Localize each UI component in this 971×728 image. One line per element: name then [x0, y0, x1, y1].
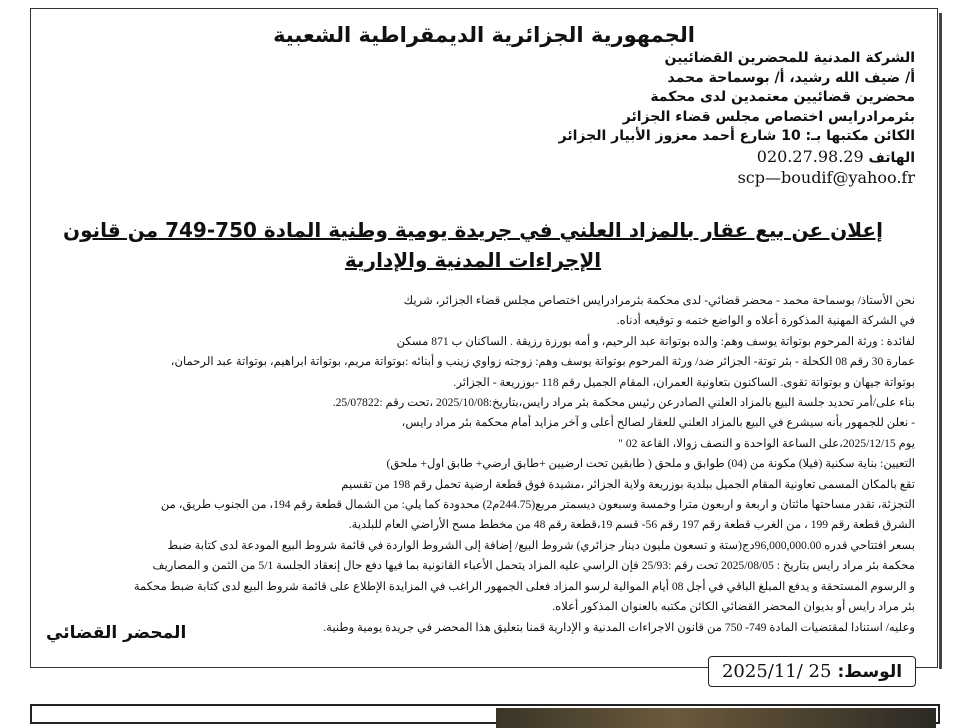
body-line: - نعلن للجمهور بأنه سيشرع في البيع بالمزاد العلني للعقار لصالح أعلى و آخر مزايد أمام محكمة بئر مراد رايس،: [401, 416, 915, 430]
body-line: عمارة 30 رقم 08 الكحلة - بئر توتة- الجزائر ضد/ ورثة المرحوم بوتواتة يوسف وهم: زوجته زواوي زينب و أبنائه :بوتواتة مريم، بوتواتة ابراهيم، بوتواتة عبد الرحمان،: [170, 355, 915, 369]
body-line: وعليه/ استنادا لمقتضيات المادة 749- 750 من قانون الاجراءات المدنية و الإدارية قمنا بتعليق هذا المحضر في جريدة يومية وطنية.: [323, 620, 915, 634]
phone-number: 020.27.98.29: [756, 146, 864, 166]
body-line: يوم 2025/12/15،على الساعة الواحدة و النصف زوالا، القاعة 02 ": [618, 436, 915, 450]
email: scp—boudif@yahoo.fr: [737, 168, 915, 187]
body-line: بئر مراد رايس أو بديوان المحضر القضائي الكائن مكتبه بالعنوان المذكور أعلاه.: [552, 600, 915, 614]
header-line: بئرمرادرايس اختصاص مجلس قضاء الجزائر: [622, 108, 915, 125]
body-line: بسعر افتتاحي قدره 96,000,000.00دج(ستة و تسعون مليون دينار جزائري) شروط البيع/ إضافة إلى الشروط الواردة في قائمة شروط البيع المودعة لدى كتابة ضبط: [167, 538, 915, 552]
body-line: في الشركة المهنية المذكورة أعلاه و الواضع ختمه و توقيعه أدناه.: [616, 314, 915, 328]
notice-body: [59, 291, 915, 638]
photo-image: [496, 708, 936, 728]
body-line: الشرق قطعة رقم 199 ، من الغرب قطعة رقم 197 رقم 56- قسم 19،قطعة رقم 48 من مخطط مسح الأراضي العام للبلدية.: [348, 518, 915, 532]
phone-line: [559, 147, 915, 169]
next-notice-frame: [30, 704, 940, 724]
body-line: بناء على/أمر تحديد جلسة البيع بالمزاد العلني الصادرعن رئيس محكمة بئر مراد رايس،بتاريخ:2025/10/08 ،تحت رقم :25/07822.: [332, 396, 915, 410]
header-line: الكائن مكتبها بـ: 10 شارع أحمد معزوز الأبيار الجزائر: [558, 128, 915, 144]
body-line: و الرسوم المستحقة و يدفع المبلغ الباقي في أجل 08 أيام الموالية لرسو المزاد فعلى الجمهور الراغب في المزايدة الإطلاع على قائمة شروط البيع لدى كتابة ضبط محكمة: [133, 579, 915, 593]
body-line: التعيين: بناية سكنية (فيلا) مكونة من (04) طوابق و ملحق ( طابقين تحت ارضيين +طابق ارضي+ طابق اول+ ملحق): [386, 457, 915, 471]
article-number: 750: [215, 218, 257, 242]
publication-date-box: [708, 656, 916, 687]
body-line: التجزئة، تقدر مساحتها مائتان و اربعة و اربعون مترا وخمسة وسبعون ديسمتر مربع(244.75م2) محدودة كما يلي: من الشمال قطعة رقم 194، من الجنوب طريق، من: [160, 498, 915, 512]
signature: المحضر القضائي: [46, 623, 187, 643]
header-line: محضرين قضائيين معتمدين لدى محكمة: [650, 89, 915, 105]
title-text: من قانون: [63, 218, 159, 242]
body-line: تقع بالمكان المسمى تعاونية المقام الجميل ببلدية بوزريعة ولاية الجزائر ،مشيدة فوق قطعة ارضية تحمل رقم 198 من تقسيم: [341, 477, 915, 491]
body-line: محكمة بئر مراد رايس بتاريخ : 2025/08/05 تحت رقم :25/93 فإن الراسي عليه المزاد يتحمل الأعباء القانونية بما فيها دفع حال إنعقاد الجلسة 5/1 من الثمن و المصاريف: [152, 559, 915, 573]
republic-heading: الجمهورية الجزائرية الديمقراطية الشعبية: [273, 23, 695, 47]
header-line: الشركة المدنية للمحضرين القضائيين: [664, 50, 915, 66]
body-line: لفائدة : ورثة المرحوم بوتواتة يوسف وهم: والده بوتواتة عبد الرحيم، و أمه بورزة رزيقة . الساكنان ب 871 مسكن: [396, 334, 915, 348]
newspaper-name: الوسط:: [837, 661, 903, 682]
title-line-1: إعلان عن بيع عقار بالمزاد العلني في جريدة يومية وطنية المادة 750-749 من قانون: [63, 218, 883, 242]
header-line: أ/ ضيف الله رشيد، أ/ بوسماحة محمد: [667, 69, 915, 86]
office-header: [559, 49, 915, 188]
publication-date: 2025/11/ 25: [721, 661, 832, 682]
notice-frame: [30, 8, 938, 668]
notice-title: [31, 215, 915, 275]
phone-label: الهاتف: [868, 149, 915, 166]
title-text: إعلان عن بيع عقار بالمزاد العلني في جريدة يومية وطنية المادة: [263, 218, 883, 242]
body-line: نحن الأستاذ/ بوسماحة محمد - محضر قضائي- لدى محكمة بئرمرادرايس اختصاص مجلس قضاء الجزائر، شريك: [403, 294, 915, 307]
body-line: بوتواتة جيهان و بوتواتة تقوى. الساكنون بتعاونية العمران، المقام الجميل رقم 118 -بوزريعة - الجزائر.: [453, 375, 915, 389]
title-line-2: الإجراءات المدنية والإدارية: [344, 248, 602, 272]
article-number: 749: [165, 218, 207, 242]
